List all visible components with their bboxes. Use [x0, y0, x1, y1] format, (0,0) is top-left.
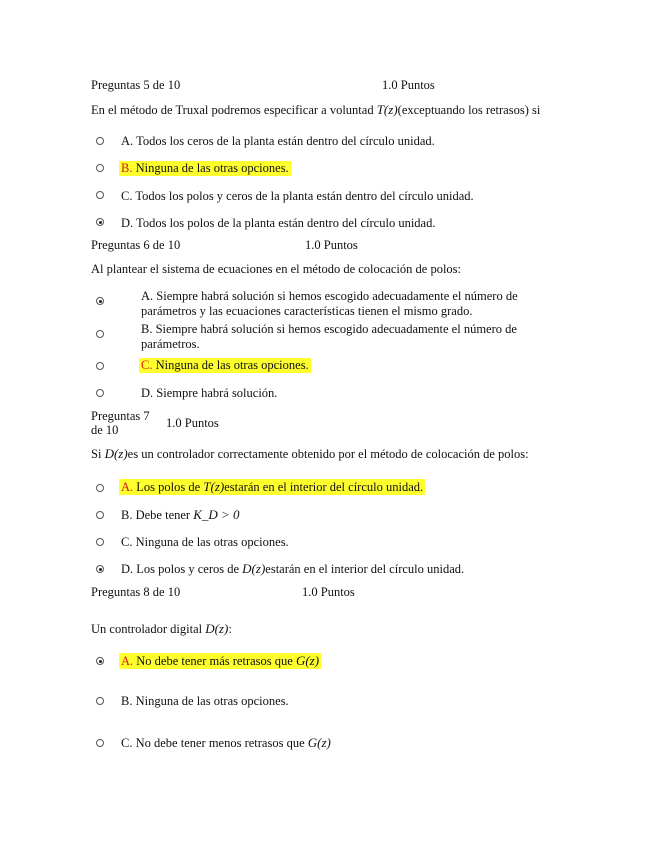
option-b-label[interactable]: B. Siempre habrá solución si hemos escogido adecuadamente el número de parámetros. — [141, 322, 517, 351]
option-a-radio[interactable] — [96, 484, 104, 492]
math-expression: D(z) — [242, 561, 266, 576]
option-a-label[interactable]: A. No debe tener más retrasos que G(z) — [121, 653, 320, 668]
option-c-label[interactable]: C. Ninguna de las otras opciones. — [141, 358, 309, 372]
math-expression: T(z) — [203, 479, 225, 494]
option-c-label[interactable]: C. No debe tener menos retrasos que G(z) — [121, 735, 331, 750]
option-a-radio[interactable] — [96, 137, 104, 145]
math-expression: G(z) — [307, 735, 331, 750]
question-points: 1.0 Puntos — [302, 585, 355, 599]
option-a-radio[interactable] — [96, 297, 104, 305]
option-b-radio[interactable] — [96, 330, 104, 338]
math-expression: G(z) — [295, 653, 320, 668]
math-expression: D(z) — [104, 446, 128, 461]
option-a-label[interactable]: A. Los polos de T(z)estarán en el interior del círculo unidad. — [121, 479, 424, 494]
option-a-radio[interactable] — [96, 657, 104, 665]
option-c-radio[interactable] — [96, 362, 104, 370]
question-header: Preguntas 8 de 10 — [91, 585, 181, 599]
question-header: Preguntas 5 de 10 — [91, 78, 181, 92]
option-d-label[interactable]: D. Los polos y ceros de D(z)estarán en el interior del círculo unidad. — [121, 561, 465, 576]
option-c-label[interactable]: C. Todos los polos y ceros de la planta están dentro del círculo unidad. — [121, 189, 474, 203]
option-d-radio[interactable] — [96, 389, 104, 397]
option-d-radio[interactable] — [96, 565, 104, 573]
question-points: 1.0 Puntos — [305, 238, 358, 252]
option-c-radio[interactable] — [96, 191, 104, 199]
question-header: Preguntas 7 de 10 — [91, 409, 150, 437]
option-c-label[interactable]: C. Ninguna de las otras opciones. — [121, 535, 289, 549]
option-b-radio[interactable] — [96, 164, 104, 172]
option-b-radio[interactable] — [96, 511, 104, 519]
option-c-radio[interactable] — [96, 739, 104, 747]
question-stem: En el método de Truxal podremos especificar a voluntad T(z)(exceptuando los retrasos) si — [91, 102, 541, 117]
question-header: Preguntas 6 de 10 — [91, 238, 181, 252]
question-stem: Un controlador digital D(z): — [91, 621, 232, 636]
option-d-radio[interactable] — [96, 218, 104, 226]
question-points: 1.0 Puntos — [382, 78, 435, 92]
option-b-label[interactable]: B. Debe tener K_D > 0 — [121, 507, 240, 522]
option-b-radio[interactable] — [96, 697, 104, 705]
question-stem: Si D(z)es un controlador correctamente obtenido por el método de colocación de polos: — [91, 446, 529, 461]
option-d-label[interactable]: D. Siempre habrá solución. — [141, 386, 278, 400]
math-expression: T(z) — [376, 102, 398, 117]
option-c-radio[interactable] — [96, 538, 104, 546]
math-expression: K_D > 0 — [193, 507, 240, 522]
option-b-label[interactable]: B. Ninguna de las otras opciones. — [121, 161, 289, 175]
option-d-label[interactable]: D. Todos los polos de la planta están dentro del círculo unidad. — [121, 216, 436, 230]
option-a-label[interactable]: A. Todos los ceros de la planta están dentro del círculo unidad. — [121, 134, 435, 148]
option-b-label[interactable]: B. Ninguna de las otras opciones. — [121, 694, 289, 708]
question-points: 1.0 Puntos — [166, 416, 219, 430]
question-stem: Al plantear el sistema de ecuaciones en el método de colocación de polos: — [91, 262, 462, 276]
option-a-label[interactable]: A. Siempre habrá solución si hemos escogido adecuadamente el número de parámetros y las ecuaciones características tienen el mismo grado. — [141, 289, 518, 318]
math-expression: D(z) — [205, 621, 229, 636]
